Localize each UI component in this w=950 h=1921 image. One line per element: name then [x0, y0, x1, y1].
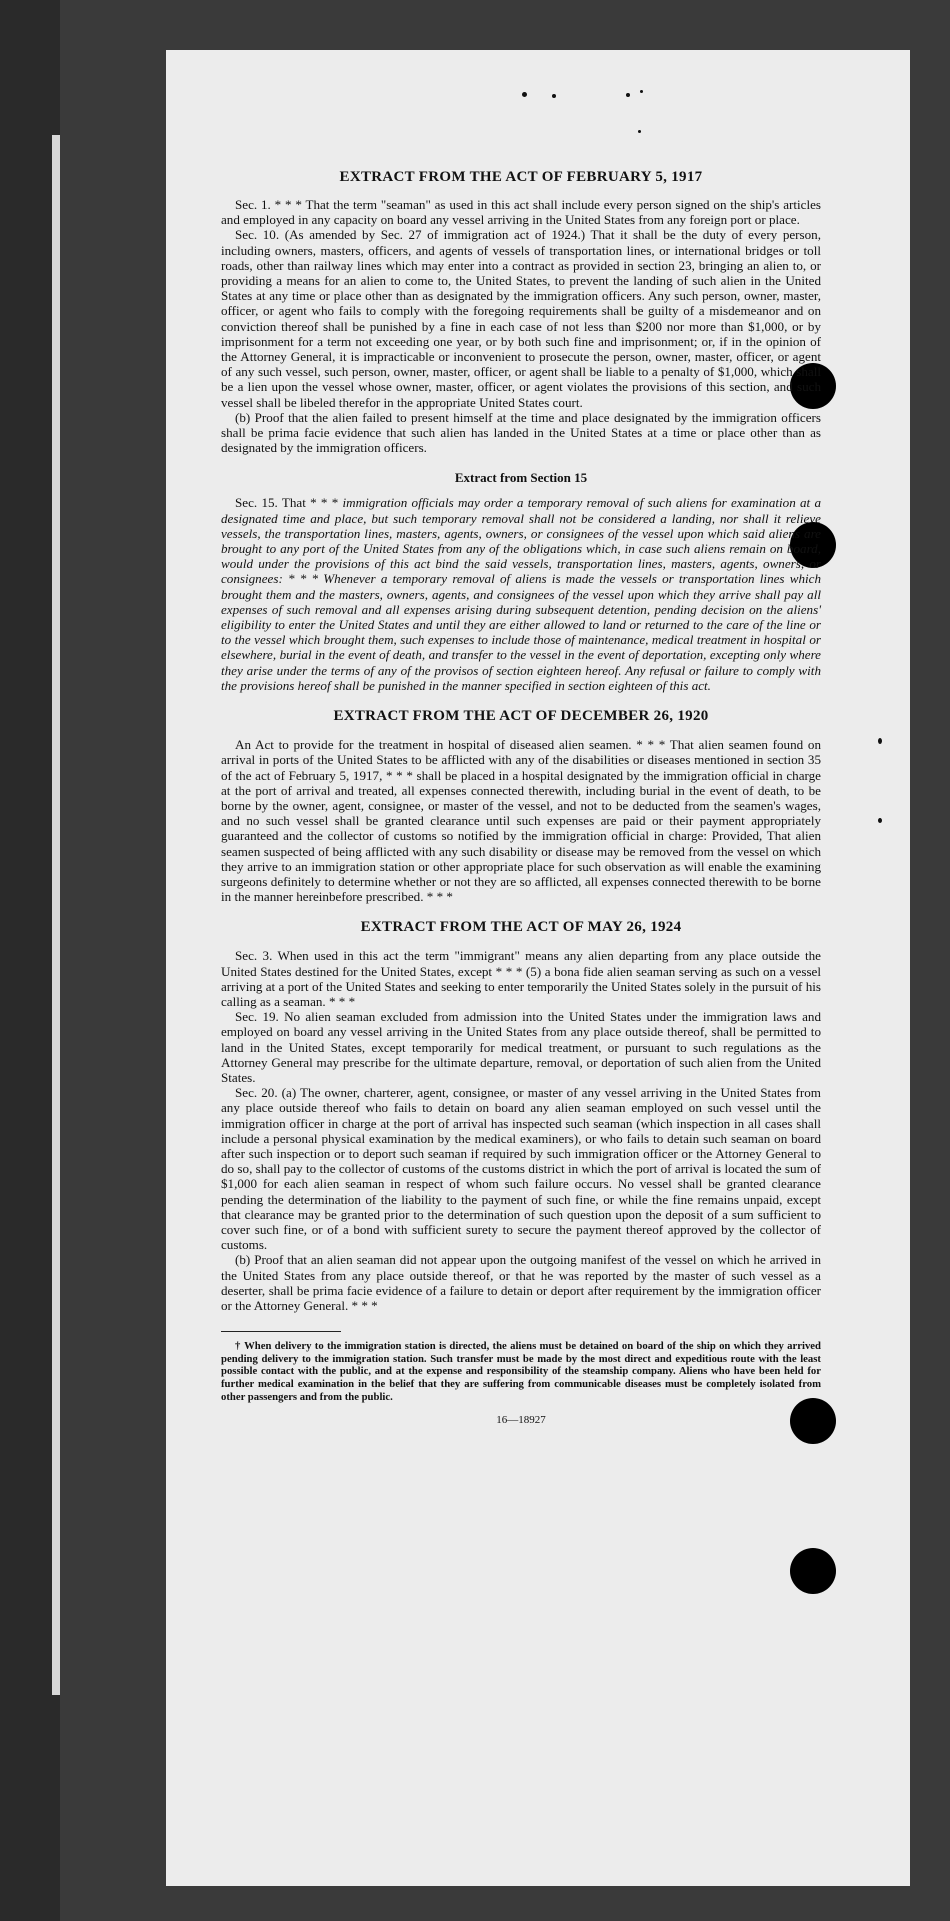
heading-act-1917: EXTRACT FROM THE ACT OF FEBRUARY 5, 1917 — [339, 169, 703, 185]
punch-hole — [790, 1548, 836, 1594]
scan-edge-strip — [52, 135, 60, 1695]
paragraph-sec-3: Sec. 3. When used in this act the term "immigrant" means any alien departing from any place outside the United States destined for the United States, except * * * (5) a bona fide alien seaman serving as such on a vessel arriving at a port of the United States and seeking to enter temporarily the United States solely in the pursuit of his calling as a seaman. * * * — [221, 948, 821, 1009]
document-content — [221, 168, 821, 1426]
scan-speck — [640, 90, 643, 93]
paragraph-sec-1: Sec. 1. * * * That the term "seaman" as used in this act shall include every person signed on the ship's articles and employed in any capacity on board any vessel arriving in the United States from any foreign port or place. — [221, 197, 821, 228]
paragraph-sec-20-a: Sec. 20. (a) The owner, charterer, agent, consignee, or master of any vessel arriving in the United States from any place outside thereof who fails to detain on board any alien seaman employed on such vessel until the immigration officer in charge at the port of arrival has inspected such seaman (which inspection in all cases shall include a personal physical examination by the medical examiners), or who fails to detain such seaman on board after such inspection or to deport such seaman if required by such immigration officer or the Attorney General to do so, shall pay to the collector of customs of the customs district in which the port of arrival is located the sum of $1,000 for each alien seaman in respect of whom such failure occurs. No vessel shall be granted clearance pending the determination of the liability to the payment of such fine, or while the fine remains unpaid, except that clearance may be granted prior to the determination of such question upon the deposit of a sum sufficient to cover such fine, or of a bond with sufficient surety to secure the payment thereof approved by the collector of customs. — [221, 1085, 821, 1253]
footnote: † When delivery to the immigration station is directed, the aliens must be detained on board of the ship on which they arrived pending delivery to the immigration station. Such transfer must be made by the most direct and expeditious route with the least possible contact with the public, and at the expense and responsibility of the steamship company. Aliens who have been held for further medical examination in the belief that they are suffering from communicable diseases must be completely isolated from other passengers and from the public. — [221, 1340, 821, 1403]
scan-speck — [878, 818, 882, 823]
paragraph-sec-19: Sec. 19. No alien seaman excluded from admission into the United States under the immigration laws and employed on board any vessel arriving in the United States from any place outside thereof, shall be permitted to land in the United States, except temporarily for medical treatment, or pursuant to such regulations as the Attorney General may prescribe for the ultimate departure, removal, or deportation of such alien from the United States. — [221, 1009, 821, 1085]
scan-background-left — [0, 0, 60, 1921]
paragraph-sec-15-italic-text: immigration officials may order a temporary removal of such aliens for examination at a designated time and place, but such temporary removal shall not be considered a landing, nor shall it relieve vessels, the transportation lines, masters, agents, owners, or consignees of the vessel upon which said aliens are brought to any port of the United States from any of the obligations which, in case such aliens remain on board, would under the provisions of this act bind the said vessels, transportation lines, masters, agents, owners, or consignees: * * * Whenever a temporary removal of aliens is made the vessels or transportation lines which brought them and the masters, owners, agents, and consignees of the vessel upon which they arrive shall pay all expenses of such removal and all expenses arising during subsequent detention, pending decision on the aliens' eligibility to enter the United States and until they are either allowed to land or returned to the care of the line or to the vessel which brought them, such expenses to include those of maintenance, medical treatment in hospital or elsewhere, burial in the event of death, and transfer to the vessel in the event of deportation, excepting only where they arise under the terms of any of the provisos of section eighteen hereof. Any refusal or failure to comply with the provisions hereof shall be punished in the manner specified in section eighteen of this act. — [221, 495, 821, 693]
paragraph-sec-15-lead: Sec. 15. That * * * — [235, 495, 339, 511]
paragraph-act-1920: An Act to provide for the treatment in hospital of diseased alien seamen. * * * That alien seamen found on arrival in ports of the United States to be afflicted with any of the disabilities or diseases mentioned in section 35 of the act of February 5, 1917, * * * shall be placed in a hospital designated by the immigration official in charge at the port of arrival and treated, all expenses connected therewith, including burial in the event of death, to be borne by the owner, agent, consignee, or master of the vessel, and not to be deducted from the seamen's wages, and no such vessel shall be granted clearance until such expenses are paid or their payment appropriately guaranteed and the collector of customs so notified by the immigration official in charge: Provided, That alien seamen suspected of being afflicted with any such disability or disease may be removed from the vessel on which they arrive to an immigration station or other appropriate place for such observation as will enable the examining surgeons definitely to determine whether or not they are so afflicted, all expenses connected therewith to be borne in the manner hereinbefore prescribed. * * * — [221, 737, 821, 905]
scan-speck — [626, 93, 630, 97]
scan-speck — [552, 94, 556, 98]
heading-section-15: Extract from Section 15 — [454, 470, 588, 486]
paragraph-sec-20-b: (b) Proof that an alien seaman did not appear upon the outgoing manifest of the vessel on which he arrived in the United States from any place outside thereof, or that he was reported by the master of such vessel as a deserter, shall be prima facie evidence of a failure to detain or deport after requirement by the immigration officer or the Attorney General. * * * — [221, 1252, 821, 1313]
heading-act-1924: EXTRACT FROM THE ACT OF MAY 26, 1924 — [360, 919, 682, 936]
scan-speck — [878, 738, 882, 744]
paragraph-sec-15 — [221, 495, 821, 693]
paragraph-sec-10-b: (b) Proof that the alien failed to present himself at the time and place designated by the immigration officers shall be prima facie evidence that such alien has landed in the United States at a time or place other than as designated by the immigration officers. — [221, 409, 821, 456]
page-number: 16—18927 — [496, 1414, 546, 1427]
heading-act-1920: EXTRACT FROM THE ACT OF DECEMBER 26, 1920 — [333, 708, 709, 725]
scan-speck — [638, 130, 641, 133]
paragraph-sec-10: Sec. 10. (As amended by Sec. 27 of immigration act of 1924.) That it shall be the duty of every person, including owners, masters, officers, and agents of vessels of transportation lines, or international bridges or toll roads, other than railway lines which may enter into a contract as provided in section 23, bringing an alien to, or providing a means for an alien to come to, the United States, to prevent the landing of such alien in the United States at any time or place other than as designated by the immigration officers. Any such person, owner, master, officer, or agent who fails to comply with the foregoing requirements shall be guilty of a misdemeanor and on conviction thereof shall be punished by a fine in each case of not less than $200 nor more than $1,000, or by imprisonment for a term not exceeding one year, or by both such fine and imprisonment; or, if in the opinion of the Attorney General, it is impracticable or inconvenient to prosecute the person, owner, master, officer, or agent of any such vessel, such person, owner, master, officer, or agent shall be liable to a penalty of $1,000, which shall be a lien upon the vessel whose owner, master, officer, or agent violates the provisions of this section, and such vessel shall be libeled therefor in the appropriate United States court. — [221, 227, 821, 410]
scan-speck — [522, 92, 527, 97]
document-page — [166, 50, 910, 1886]
